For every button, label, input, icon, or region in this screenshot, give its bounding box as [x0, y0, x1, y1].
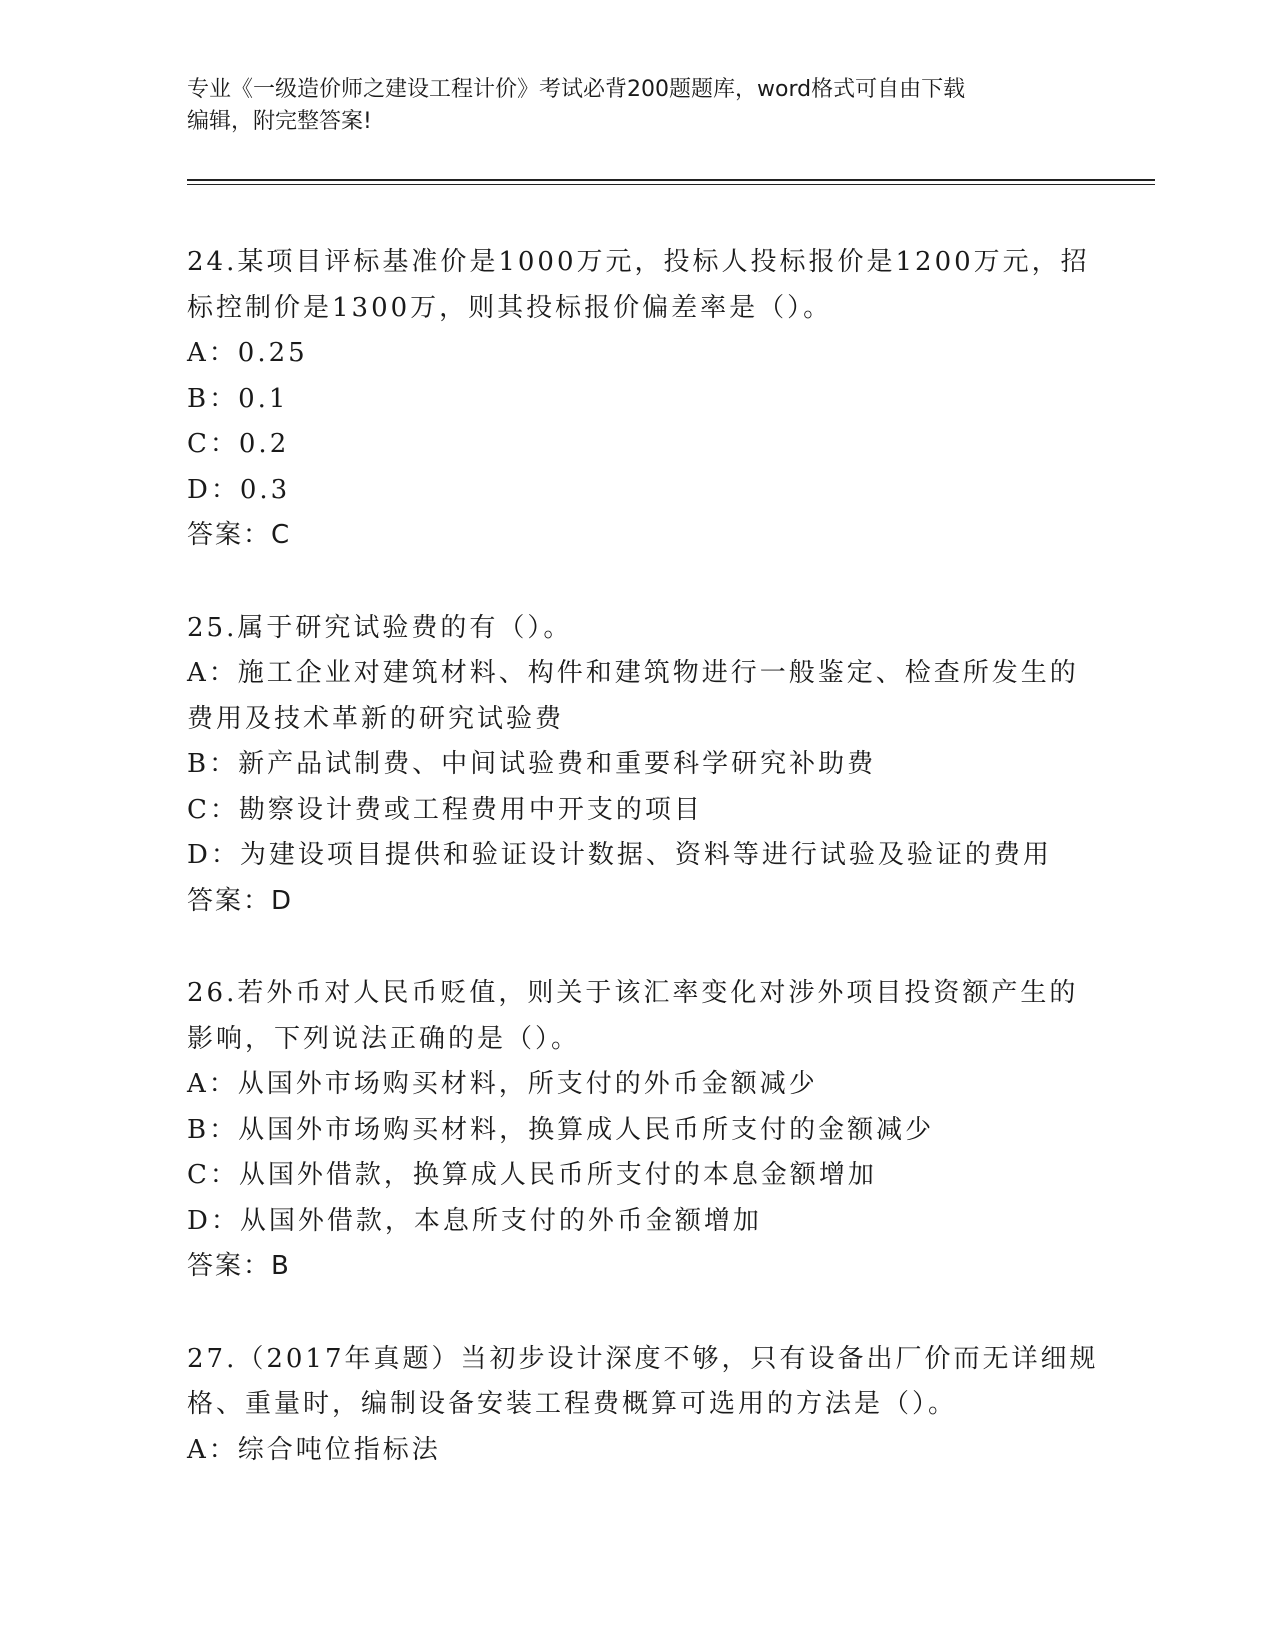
question-26: [187, 971, 1087, 1290]
question-27: [187, 1337, 1099, 1474]
option-b: B：从国外市场购买材料，换算成人民币所支付的金额减少: [187, 1114, 935, 1145]
option-a: A：施工企业对建筑材料、构件和建筑物进行一般鉴定、检查所发生的: [187, 658, 1079, 688]
option-a: A：从国外市场购买材料，所支付的外币金额减少: [187, 1069, 818, 1099]
option-b: B：0.1: [187, 383, 289, 414]
question-text: 格、重量时，编制设备安装工程费概算可选用的方法是（）。: [187, 1389, 958, 1419]
question-text: 25.属于研究试验费的有（）。: [187, 612, 573, 643]
option-d: D：为建设项目提供和验证设计数据、资料等进行试验及验证的费用: [187, 840, 1052, 870]
question-text: 26.若外币对人民币贬值，则关于该汇率变化对涉外项目投资额产生的: [187, 978, 1079, 1008]
question-list: [187, 240, 1099, 1520]
header-line-2: 编辑，附完整答案!: [187, 109, 372, 134]
question-25: [187, 606, 1087, 925]
answer-line: 答案：C: [187, 520, 292, 550]
option-c: C：0.2: [187, 429, 290, 459]
header-line-1: 专业《一级造价师之建设工程计价》考试必背200题题库，word格式可自由下载: [187, 77, 966, 102]
option-a-continued: 费用及技术革新的研究试验费: [187, 703, 565, 734]
option-a: A：综合吨位指标法: [187, 1434, 441, 1465]
header-divider-thin: [187, 184, 1155, 185]
option-d: D：从国外借款，本息所支付的外币金额增加: [187, 1205, 762, 1236]
answer-line: 答案：D: [187, 885, 294, 916]
option-b: B：新产品试制费、中间试验费和重要科学研究补助费: [187, 749, 877, 779]
option-c: C：从国外借款，换算成人民币所支付的本息金额增加: [187, 1160, 877, 1190]
document-header: [187, 74, 1067, 138]
option-c: C：勘察设计费或工程费用中开支的项目: [187, 794, 703, 825]
option-d: D：0.3: [187, 474, 291, 505]
header-divider-thick: [187, 179, 1155, 181]
question-text: 标控制价是1300万，则其投标报价偏差率是（）。: [187, 292, 833, 323]
answer-line: 答案：B: [187, 1251, 291, 1281]
question-24: [187, 240, 1090, 559]
option-a: A：0.25: [187, 338, 308, 368]
question-text: 27.（2017年真题）当初步设计深度不够，只有设备出厂价而无详细规: [187, 1343, 1099, 1374]
question-text: 24.某项目评标基准价是1000万元，投标人投标报价是1200万元，招: [187, 247, 1090, 277]
question-text: 影响，下列说法正确的是（）。: [187, 1023, 581, 1054]
